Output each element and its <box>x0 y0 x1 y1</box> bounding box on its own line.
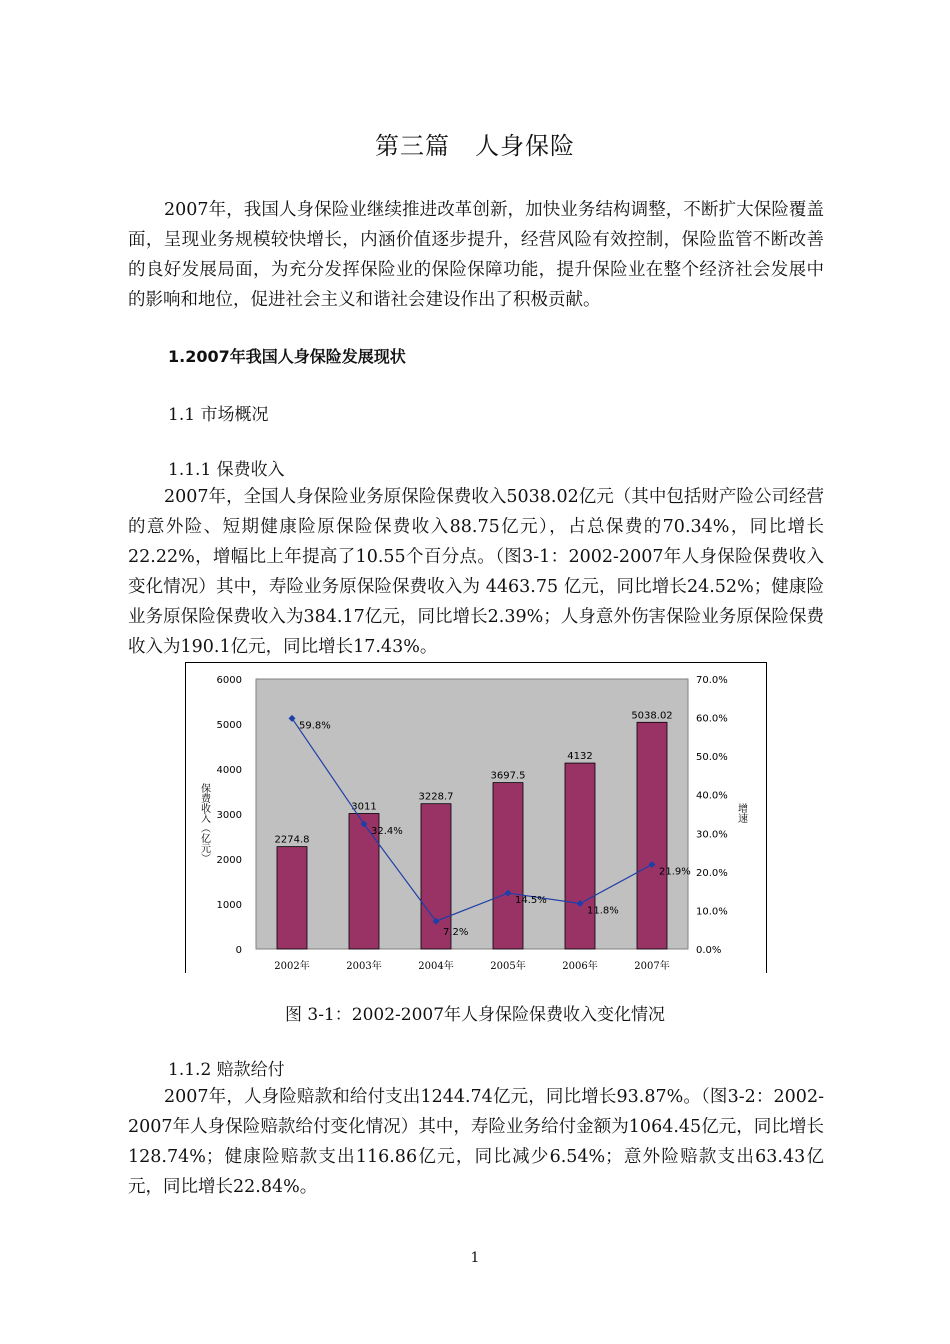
bar-value-label: 3228.7 <box>418 791 454 803</box>
bar-value-label: 5038.02 <box>631 710 673 722</box>
y2-tick-label: 20.0% <box>696 867 728 879</box>
growth-value-label: 7.2% <box>443 927 469 939</box>
claims-paragraph: 2007年，人身险赔款和给付支出1244.74亿元，同比增长93.87%。（图3-2：2002-2007年人身保险赔款给付变化情况）其中，寿险业务给付金额为1064.45亿元，同比增长128.74%；健康险赔款支出116.86亿元，同比减少6.54%；意外险赔款支出63.43亿元，同比增长22.84%。 <box>128 1087 824 1197</box>
growth-value-label: 14.5% <box>515 895 547 907</box>
section-heading-1-1-1: 1.1.1 保费收入 <box>168 460 285 480</box>
growth-value-label: 32.4% <box>371 826 403 838</box>
y2-tick-label: 10.0% <box>696 906 728 918</box>
y2-tick-label: 0.0% <box>696 945 722 956</box>
y2-tick-label: 50.0% <box>696 752 728 764</box>
premium-chart <box>185 662 767 973</box>
y-tick-label: 5000 <box>216 720 242 731</box>
bar <box>493 783 523 949</box>
growth-value-label: 21.9% <box>659 866 691 878</box>
page-title: 第三篇 人身保险 <box>375 132 575 160</box>
x-tick-label: 2004年 <box>418 961 454 972</box>
bar-value-label: 2274.8 <box>274 834 310 846</box>
bar <box>565 763 595 949</box>
y-tick-label: 3000 <box>216 810 242 821</box>
intro-paragraph: 2007年，我国人身保险业继续推进改革创新，加快业务结构调整，不断扩大保险覆盖面，呈现业务规模较快增长，内涵价值逐步提升，经营风险有效控制，保险监管不断改善的良好发展局面，为充分发挥保险业的保险保障功能，提升保险业在整个经济社会发展中的影响和地位，促进社会主义和谐社会建设作出了积极贡献。 <box>128 200 824 310</box>
bar-value-label: 4132 <box>567 751 593 763</box>
bar <box>277 847 307 949</box>
y2-tick-label: 40.0% <box>696 790 728 802</box>
y2-tick-label: 60.0% <box>696 713 728 725</box>
bar-value-label: 3011 <box>351 801 377 813</box>
bar <box>637 722 667 949</box>
x-tick-label: 2005年 <box>490 961 526 972</box>
growth-value-label: 11.8% <box>587 905 619 917</box>
y-tick-label: 0 <box>235 945 242 956</box>
figure-caption: 图 3-1：2002-2007年人身保险保费收入变化情况 <box>284 1005 666 1025</box>
y2-axis-title: 增速 <box>735 803 747 823</box>
bar-value-label: 3697.5 <box>490 770 526 782</box>
section-heading-1-1: 1.1 市场概况 <box>168 405 269 425</box>
x-tick-label: 2006年 <box>562 961 598 972</box>
section-heading-1: 1.2007年我国人身保险发展现状 <box>168 347 406 366</box>
x-tick-label: 2002年 <box>274 961 310 972</box>
y-tick-label: 2000 <box>216 855 242 866</box>
premium-chart-svg <box>186 663 766 973</box>
y-tick-label: 6000 <box>216 675 242 686</box>
section-heading-1-1-2: 1.1.2 赔款给付 <box>168 1060 285 1080</box>
growth-value-label: 59.8% <box>299 720 331 732</box>
x-tick-label: 2003年 <box>346 961 382 972</box>
x-tick-label: 2007年 <box>634 961 670 972</box>
y-axis-title: 保费收入（亿元） <box>198 783 210 863</box>
y-tick-label: 1000 <box>216 900 242 911</box>
y2-tick-label: 30.0% <box>696 829 728 841</box>
y2-tick-label: 70.0% <box>696 675 728 686</box>
y-tick-label: 4000 <box>216 765 242 776</box>
page-number: 1 <box>470 1250 480 1266</box>
premium-paragraph: 2007年，全国人身保险业务原保险保费收入5038.02亿元（其中包括财产险公司经营的意外险、短期健康险原保险保费收入88.75亿元），占总保费的70.34%，同比增长22.22%，增幅比上年提高了10.55个百分点。（图3-1：2002-2007年人身保险保费收入变化情况）其中，寿险业务原保险保费收入为 4463.75 亿元，同比增长24.52%；健康险业务原保险保费收入为384.17亿元，同比增长2.39%；人身意外伤害保险业务原保险保费收入为190.1亿元，同比增长17.43%。 <box>128 487 824 657</box>
